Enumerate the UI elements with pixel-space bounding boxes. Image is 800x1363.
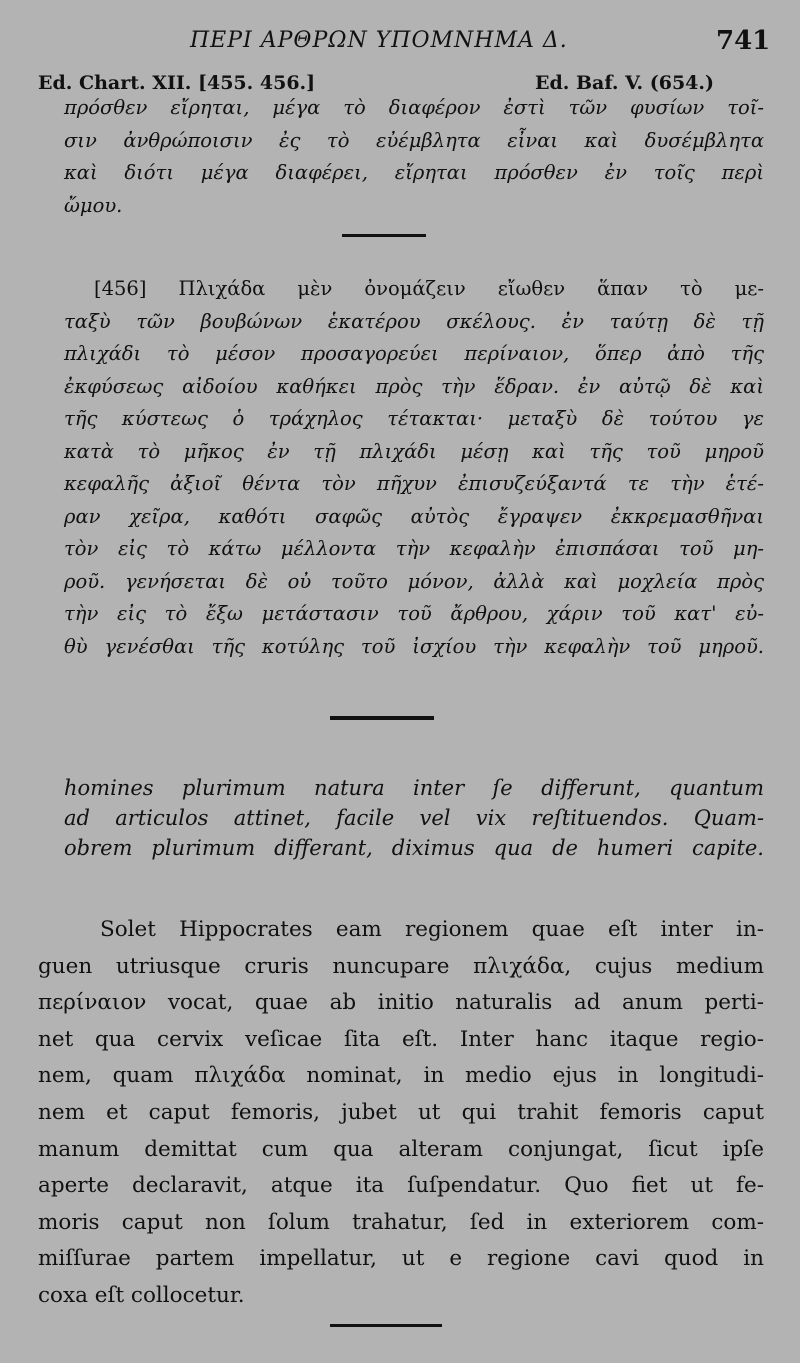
text-line: miſſurae partem impellatur, ut e regione cavi quod in <box>38 1246 764 1272</box>
text-line: κατὰ τὸ μῆκος ἐν τῇ πλιχάδι μέσῃ καὶ τῆς τοῦ μηροῦ <box>64 439 764 463</box>
latin-paragraph-first-line <box>100 912 764 949</box>
edition-reference-right: Ed. Baf. V. (654.) <box>535 72 714 94</box>
text-line: καὶ διότι μέγα διαφέρει, εἴρηται πρόσθεν ἐν τοῖς περὶ <box>64 161 764 184</box>
text-line: obrem plurimum differant, diximus qua de humeri capite. <box>64 836 764 860</box>
greek-paragraph-main-body <box>64 306 764 664</box>
text-line: moris caput non ſolum trahatur, ſed in exteriorem com- <box>38 1209 764 1235</box>
text-line: guen utriusque cruris nuncupare πλιχάδα, cujus medium <box>38 953 764 979</box>
text-line: ὤμου. <box>64 193 123 217</box>
text-line: σιν ἀνθρώποισιν ἐς τὸ εὐέμβλητα εἶναι καὶ δυσέμβλητα <box>64 128 764 152</box>
greek-paragraph-main <box>94 273 764 306</box>
greek-paragraph-top <box>64 92 764 222</box>
text-line: περίναιον vocat, quae ab initio naturalis ad anum perti- <box>38 990 764 1016</box>
text-line: net qua cervix veſicae ſita eſt. Inter hanc itaque regio- <box>38 1026 764 1052</box>
text-line: ad articulos attinet, facile vel vix reſtituendos. Quam- <box>64 806 764 830</box>
text-line: κεφαλῆς ἀξιοῖ θέντα τὸν πῆχυν ἐπισυζεύξαντά τε τὴν ἑτέ- <box>64 472 764 495</box>
section-divider <box>342 234 426 237</box>
text-line: manum demittat cum qua alteram conjungat, ſicut ipſe <box>38 1136 764 1162</box>
text-line: ροῦ. γενήσεται δὲ οὐ τοῦτο μόνον, ἀλλὰ καὶ μοχλεία πρὸς <box>64 569 764 593</box>
edition-reference-left: Ed. Chart. XII. [455. 456.] <box>38 72 316 94</box>
text-line: nem, quam πλιχάδα nominat, in medio ejus in longitudi- <box>38 1063 764 1089</box>
running-title: ΠΕΡΙ ΑΡΘΡΩΝ ΥΠΟΜΝΗΜΑ Δ. <box>190 28 568 53</box>
text-line: πλιχάδι τὸ μέσον προσαγορεύει περίναιον, ὅπερ ἀπὸ τῆς <box>64 342 764 365</box>
section-divider <box>330 1324 442 1327</box>
latin-italic-paragraph <box>64 773 764 863</box>
text-line: ταξὺ τῶν βουβώνων ἑκατέρου σκέλους. ἐν ταύτῃ δὲ τῇ <box>64 309 764 333</box>
text-line: [456] Πλιχάδα μὲν ὀνομάζειν εἴωθεν ἅπαν τὸ με- <box>94 277 764 300</box>
text-line: nem et caput femoris, jubet ut qui trahit femoris caput <box>38 1099 764 1125</box>
latin-paragraph <box>38 949 764 1315</box>
text-line: coxa eſt collocetur. <box>38 1282 245 1308</box>
text-line: πρόσθεν εἴρηται, μέγα τὸ διαφέρον ἐστὶ τῶν φυσίων τοῖ- <box>64 96 764 119</box>
page-number: 741 <box>716 26 771 56</box>
text-line: aperte declaravit, atque ita ſuſpendatur. Quo fiet ut fe- <box>38 1173 764 1199</box>
text-line: τὸν εἰς τὸ κάτω μέλλοντα τὴν κεφαλὴν ἐπισπάσαι τοῦ μη- <box>64 537 764 560</box>
section-divider <box>330 716 434 720</box>
text-line: ἐκφύσεως αἰδοίου καθήκει πρὸς τὴν ἕδραν. ἐν αὐτῷ δὲ καὶ <box>64 374 764 398</box>
text-line: τὴν εἰς τὸ ἔξω μετάστασιν τοῦ ἄρθρου, χάριν τοῦ κατ' εὐ- <box>64 602 764 625</box>
text-line: ραν χεῖρα, καθότι σαφῶς αὐτὸς ἔγραψεν ἐκκρεμασθῆναι <box>64 504 764 528</box>
text-line: τῆς κύστεως ὁ τράχηλος τέτακται· μεταξὺ δὲ τούτου γε <box>64 407 764 430</box>
text-line: Solet Hippocrates eam regionem quae eſt inter in- <box>100 917 764 942</box>
text-line: θὺ γενέσθαι τῆς κοτύλης τοῦ ἰσχίου τὴν κεφαλὴν τοῦ μηροῦ. <box>64 634 764 658</box>
text-line: homines plurimum natura inter ſe differunt, quantum <box>64 776 764 800</box>
